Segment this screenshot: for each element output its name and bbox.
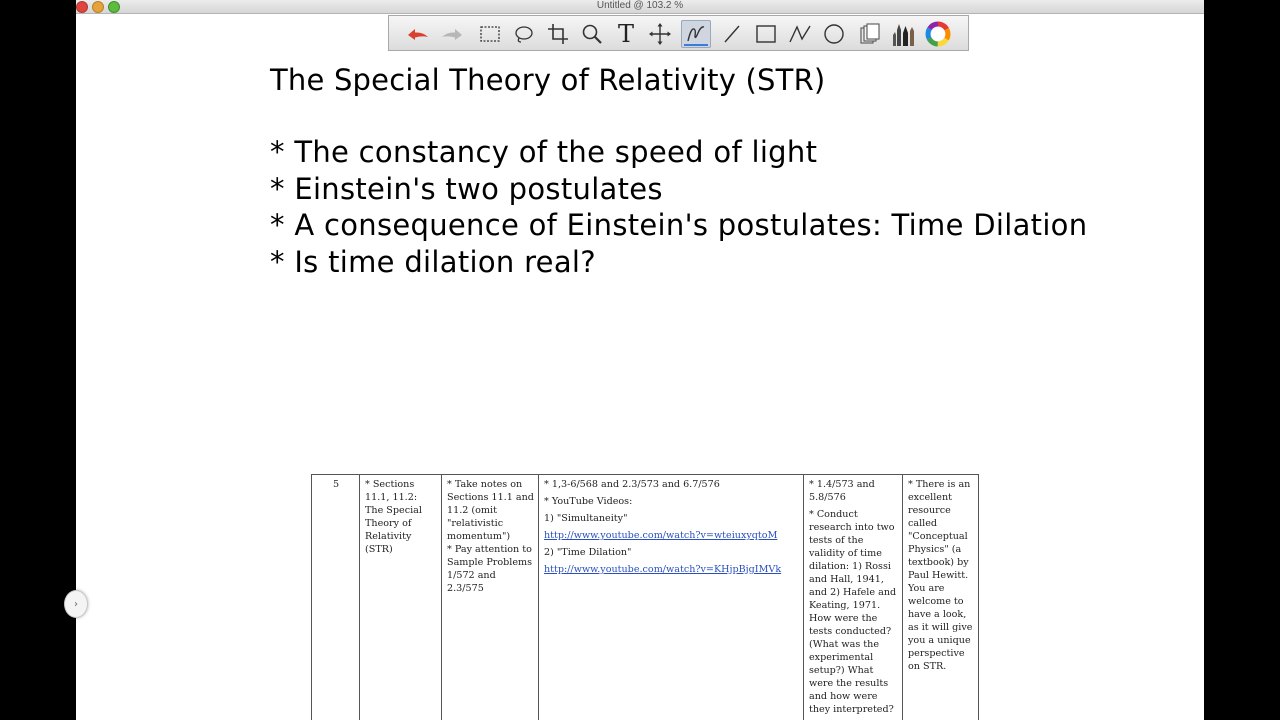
layers-icon (858, 22, 882, 46)
research-problems: * 1.4/573 and 5.8/576 (809, 479, 875, 503)
brushes-icon (892, 21, 916, 47)
chevron-right-icon: › (74, 598, 78, 610)
text-tool[interactable] (611, 20, 641, 48)
bullet-item: * A consequence of Einstein's postulates: Time Dilation (270, 208, 1088, 242)
brushes-button[interactable] (889, 20, 919, 48)
schedule-table (311, 474, 979, 720)
zoom-tool[interactable] (577, 20, 607, 48)
crop-tool[interactable] (543, 20, 573, 48)
lasso-select-tool[interactable] (509, 20, 539, 48)
ellipse-tool-icon (823, 23, 845, 45)
bullet-item: * Is time dilation real? (270, 244, 596, 279)
title-bar (76, 0, 1204, 14)
reading-cell (442, 475, 539, 720)
slide-title: The Special Theory of Relativity (STR) (270, 63, 826, 97)
video2-link[interactable]: http://www.youtube.com/watch?v=KHjpBjgIMVk (544, 564, 782, 575)
reading-note: * Pay attention to Sample Problems 1/572 and 2.3/575 (447, 544, 533, 594)
rectangle-tool[interactable] (751, 20, 781, 48)
bullet-item: * The constancy of the speed of light (270, 135, 818, 169)
color-wheel-icon (924, 20, 952, 48)
schedule-table-image (311, 474, 979, 720)
move-tool[interactable] (645, 20, 675, 48)
expand-handle[interactable] (64, 590, 88, 618)
video1-label: 1) "Simultaneity" (544, 513, 628, 524)
crop-icon (547, 23, 569, 45)
videos-label: * YouTube Videos: (544, 496, 633, 507)
video1-link[interactable]: http://www.youtube.com/watch?v=wteiuxyqtoM (544, 530, 778, 541)
assignments-cell (539, 475, 804, 720)
video2-label: 2) "Time Dilation" (544, 547, 632, 558)
app-window (76, 0, 1204, 720)
problems-text: * 1,3-6/568 and 2.3/573 and 6.7/576 (544, 479, 720, 490)
undo-icon (406, 26, 430, 42)
drawing-toolbar (388, 15, 969, 51)
polyline-tool-icon (788, 24, 812, 44)
research-cell (804, 475, 903, 720)
lasso-select-icon (513, 24, 535, 44)
rectangle-select-icon (479, 24, 501, 44)
undo-button[interactable] (403, 20, 433, 48)
notes-cell: * There is an excellent resource called "Conceptual Physics" (a textbook) by Paul Hewitt. You are welcome to have a look, as it will give you a unique perspective on STR. (903, 475, 979, 720)
research-task: * Conduct research into two tests of the validity of time dilation: 1) Rossi and Hall, 1941, and 2) Hafele and Keating, 1971. How were the tests conducted? (What was the experimental setup?) What were the results and how were they interpreted? (809, 509, 897, 715)
window-title: Untitled @ 103.2 % (596, 0, 684, 11)
reading-note: * Take notes on Sections 11.1 and 11.2 (omit "relativistic momentum") (447, 479, 534, 542)
redo-icon (440, 26, 464, 42)
bullet-item: * Einstein's two postulates (270, 171, 663, 206)
table-row (312, 475, 979, 720)
layers-button[interactable] (855, 20, 885, 48)
line-tool-icon (721, 24, 743, 44)
rectangle-shape-icon (755, 24, 777, 44)
line-tool[interactable] (717, 20, 747, 48)
freehand-pen-icon (685, 24, 707, 44)
rectangle-select-tool[interactable] (475, 20, 505, 48)
bullet-list (270, 134, 1087, 280)
text-tool-icon: T (617, 20, 634, 48)
color-picker-button[interactable] (923, 20, 953, 48)
ellipse-tool[interactable] (819, 20, 849, 48)
zoom-icon (581, 23, 603, 45)
freehand-pen-tool[interactable] (681, 20, 711, 48)
redo-button[interactable] (437, 20, 467, 48)
move-icon (648, 22, 672, 46)
week-cell: 5 (312, 475, 360, 720)
topics-cell: * Sections 11.1, 11.2: The Special Theory of Relativity (STR) (360, 475, 442, 720)
polyline-tool[interactable] (785, 20, 815, 48)
